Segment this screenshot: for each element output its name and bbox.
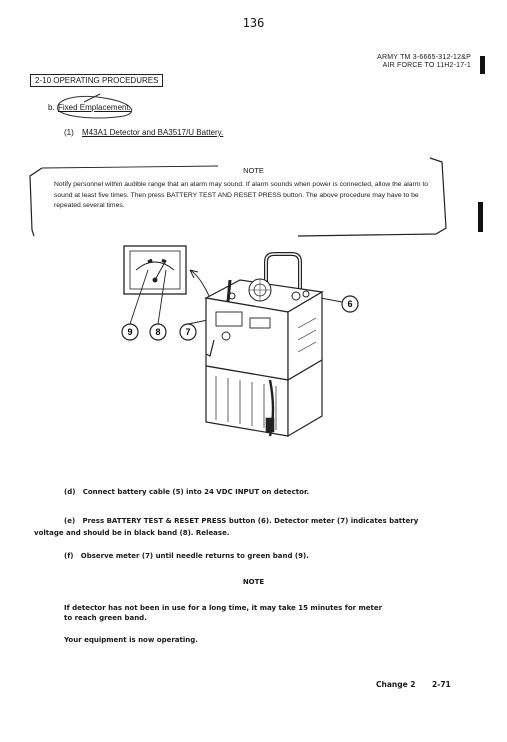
footer-change: Change 2 [376,680,416,689]
step-e-label: (e) [64,517,76,525]
detector-figure [110,240,360,450]
callout-7-label: 7 [185,327,191,337]
step-f-label: (f) [64,552,74,560]
callout-9 [122,324,138,340]
meter-inset [124,246,186,294]
step-d [64,488,309,496]
change-bar-note [478,202,483,232]
step-f [64,552,309,560]
step-e-text: Press BATTERY TEST & RESET PRESS button (6). Detector meter (7) indicates battery [82,517,419,525]
air-force-to-number: AIR FORCE TO 11H2-17-1 [382,62,471,69]
note-heading: NOTE [243,166,264,175]
step-e [64,517,418,525]
closing-statement: Your equipment is now operating. [64,636,198,644]
detector-unit [206,254,322,436]
page-number: 136 [242,16,265,30]
callout-6 [342,296,358,312]
sub-section-letter: b. [48,103,55,112]
note2-line2: to reach green band. [64,614,147,622]
callout-8-label: 8 [155,327,161,337]
step-f-text: Observe meter (7) until needle returns to green band (9). [80,552,309,560]
section-title: 2-10 OPERATING PROCEDURES [30,74,163,87]
change-bar-top [480,56,485,74]
item-number: (1) [64,128,74,137]
item-heading [64,128,223,137]
callout-8 [150,324,166,340]
army-tm-number: ARMY TM 3-6665-312-12&P [377,54,471,61]
callout-6-label: 6 [347,299,353,309]
step-d-text: Connect battery cable (5) into 24 VDC INPUT on detector. [82,488,310,496]
step-e-continuation: voltage and should be in black band (8). Release. [34,529,230,537]
item-title: M43A1 Detector and BA3517/U Battery. [82,128,224,137]
document-reference [377,54,471,70]
callout-9-label: 9 [127,327,133,337]
step-d-label: (d) [64,488,76,496]
footer-page-number: 2-71 [432,680,451,689]
note-body: Notify personnel within audible range that an alarm may sound. If alarm sounds when power is connected, allow the alarm to sound at least five times. Then press BATTERY TEST AND RESET PRESS button. The above procedure may have to be repeated several times. [54,181,429,209]
sub-section-title: Fixed Emplacement. [58,103,131,112]
note2-heading: NOTE [242,578,265,586]
note2-line1: If detector has not been in use for a long time, it may take 15 minutes for meter [64,604,383,612]
callout-7 [180,324,196,340]
